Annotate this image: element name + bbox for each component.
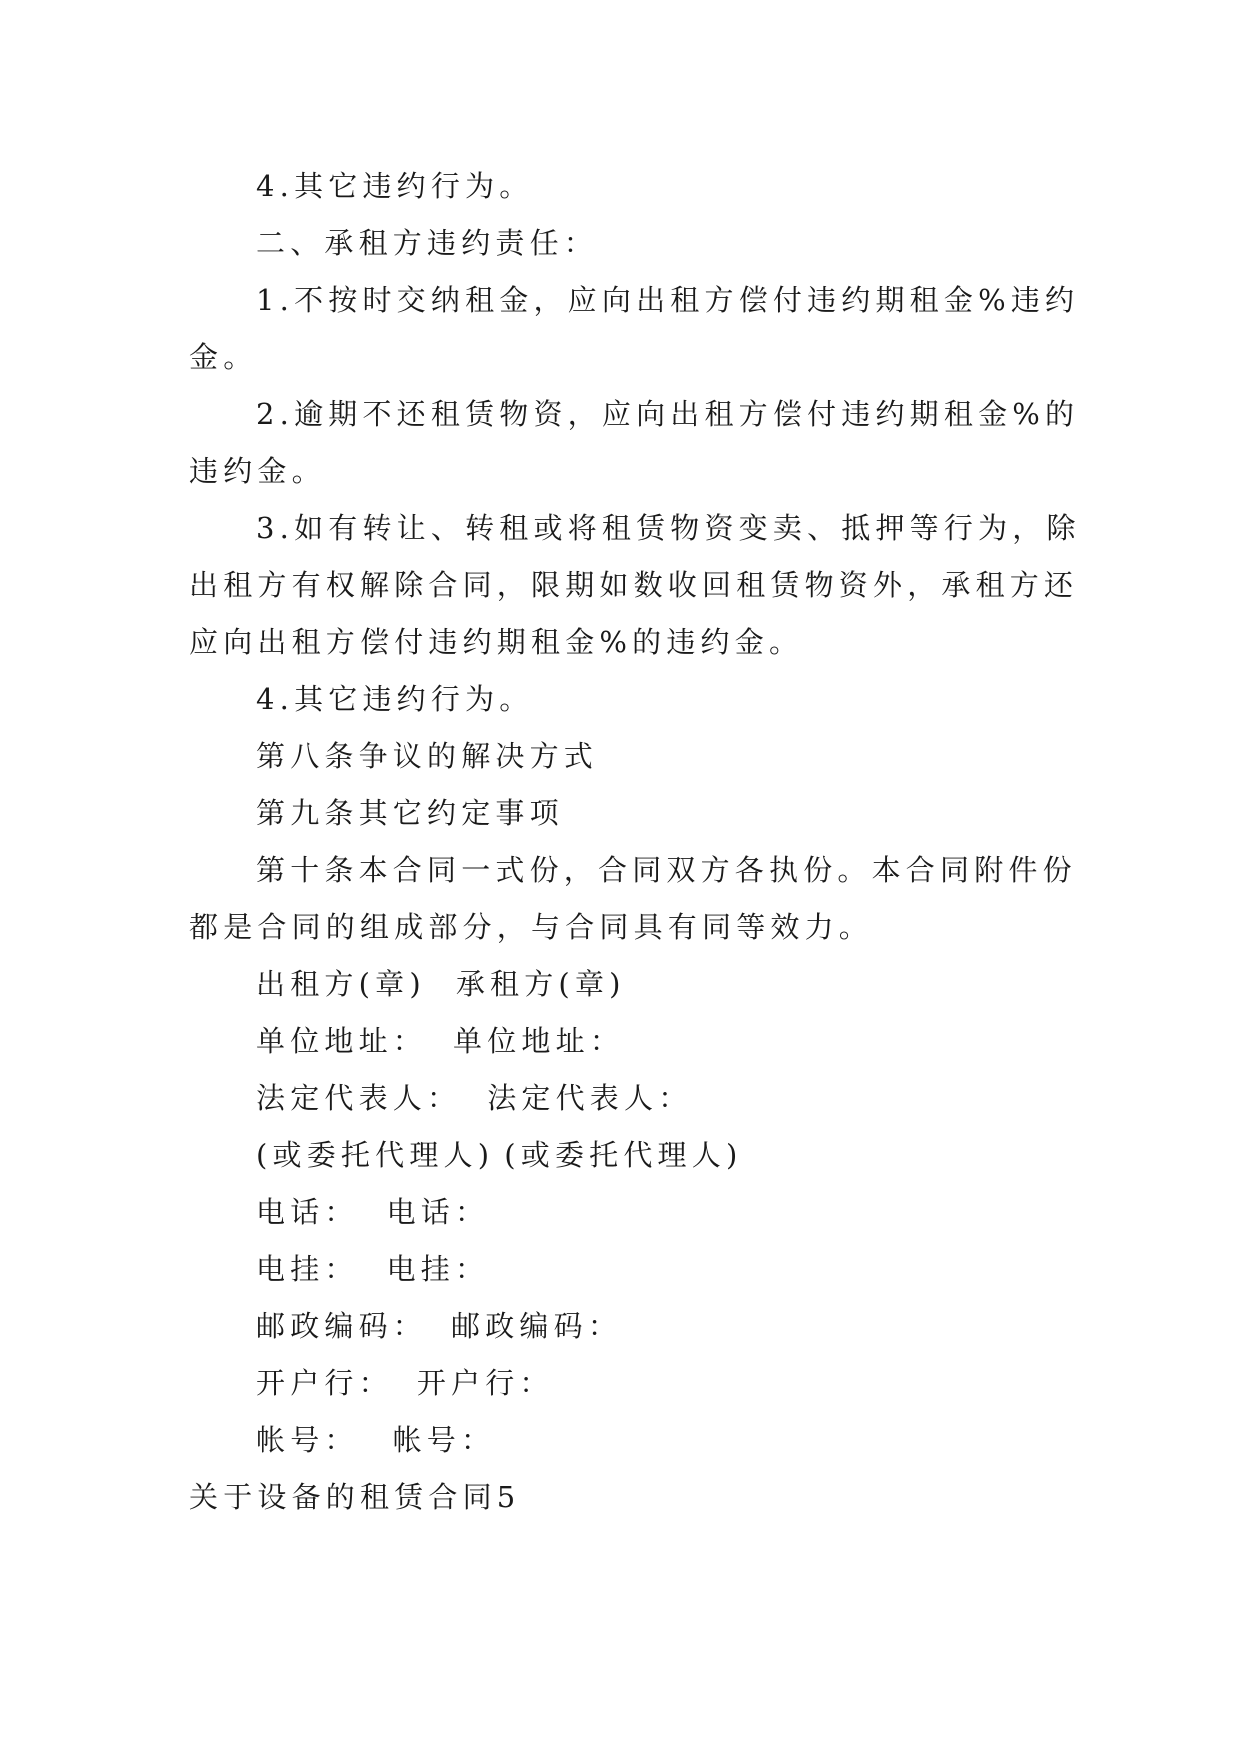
clause-line: 2.逾期不还租赁物资，应向出租方偿付违约期租金%的 — [256, 397, 1080, 431]
clause-line: 3.如有转让、转租或将租赁物资变卖、抵押等行为，除 — [256, 511, 1081, 545]
lessee-field: (或委托代理人) — [504, 1138, 743, 1172]
signature-row — [256, 964, 626, 1004]
clause-line: 都是合同的组成部分，与合同具有同等效力。 — [189, 910, 874, 944]
section-heading: 二、承租方违约责任： — [256, 226, 599, 260]
article-heading: 第九条其它约定事项 — [256, 796, 564, 830]
signature-row — [256, 1306, 622, 1346]
lessee-field: 开户行： — [416, 1366, 554, 1400]
lessee-field: 帐号： — [392, 1423, 496, 1457]
lessor-field: 电话： — [256, 1195, 359, 1229]
lessor-field: 出租方(章) — [256, 967, 426, 1001]
signature-row — [256, 1420, 495, 1460]
clause-line: 违约金。 — [189, 454, 326, 488]
clause-line: 4.其它违约行为。 — [256, 682, 534, 716]
article-heading: 第八条争议的解决方式 — [256, 739, 599, 773]
clause-line: 第十条本合同一式份，合同双方各执份。本合同附件份 — [256, 853, 1077, 887]
lessee-field: 单位地址： — [453, 1024, 625, 1058]
lessee-field: 邮政编码： — [451, 1309, 623, 1343]
next-contract-title: 关于设备的租赁合同5 — [189, 1480, 521, 1514]
lessor-field: 单位地址： — [256, 1024, 428, 1058]
lessee-field: 法定代表人： — [487, 1081, 693, 1115]
lessor-field: 开户行： — [256, 1366, 393, 1400]
signature-row — [256, 1249, 489, 1289]
clause-line: 应向出租方偿付违约期租金%的违约金。 — [189, 625, 804, 659]
lessee-field: 承租方(章) — [455, 967, 626, 1001]
lessor-field: 邮政编码： — [256, 1309, 428, 1343]
lessee-field: 电话： — [386, 1195, 490, 1229]
clause-line: 出租方有权解除合同，限期如数收回租赁物资外，承租方还 — [189, 568, 1079, 602]
signature-row — [256, 1192, 489, 1232]
lessor-field: (或委托代理人) — [256, 1138, 495, 1172]
clause-line: 1.不按时交纳租金，应向出租方偿付违约期租金%违约 — [256, 283, 1080, 317]
signature-row — [256, 1363, 554, 1403]
clause-line: 4.其它违约行为。 — [256, 169, 534, 203]
lessee-field: 电挂： — [386, 1252, 490, 1286]
lessor-field: 帐号： — [256, 1423, 359, 1457]
lessor-field: 法定代表人： — [256, 1081, 462, 1115]
signature-row — [256, 1021, 624, 1061]
signature-row — [256, 1078, 692, 1118]
signature-row — [256, 1135, 742, 1175]
lessor-field: 电挂： — [256, 1252, 359, 1286]
clause-line: 金。 — [189, 340, 258, 374]
